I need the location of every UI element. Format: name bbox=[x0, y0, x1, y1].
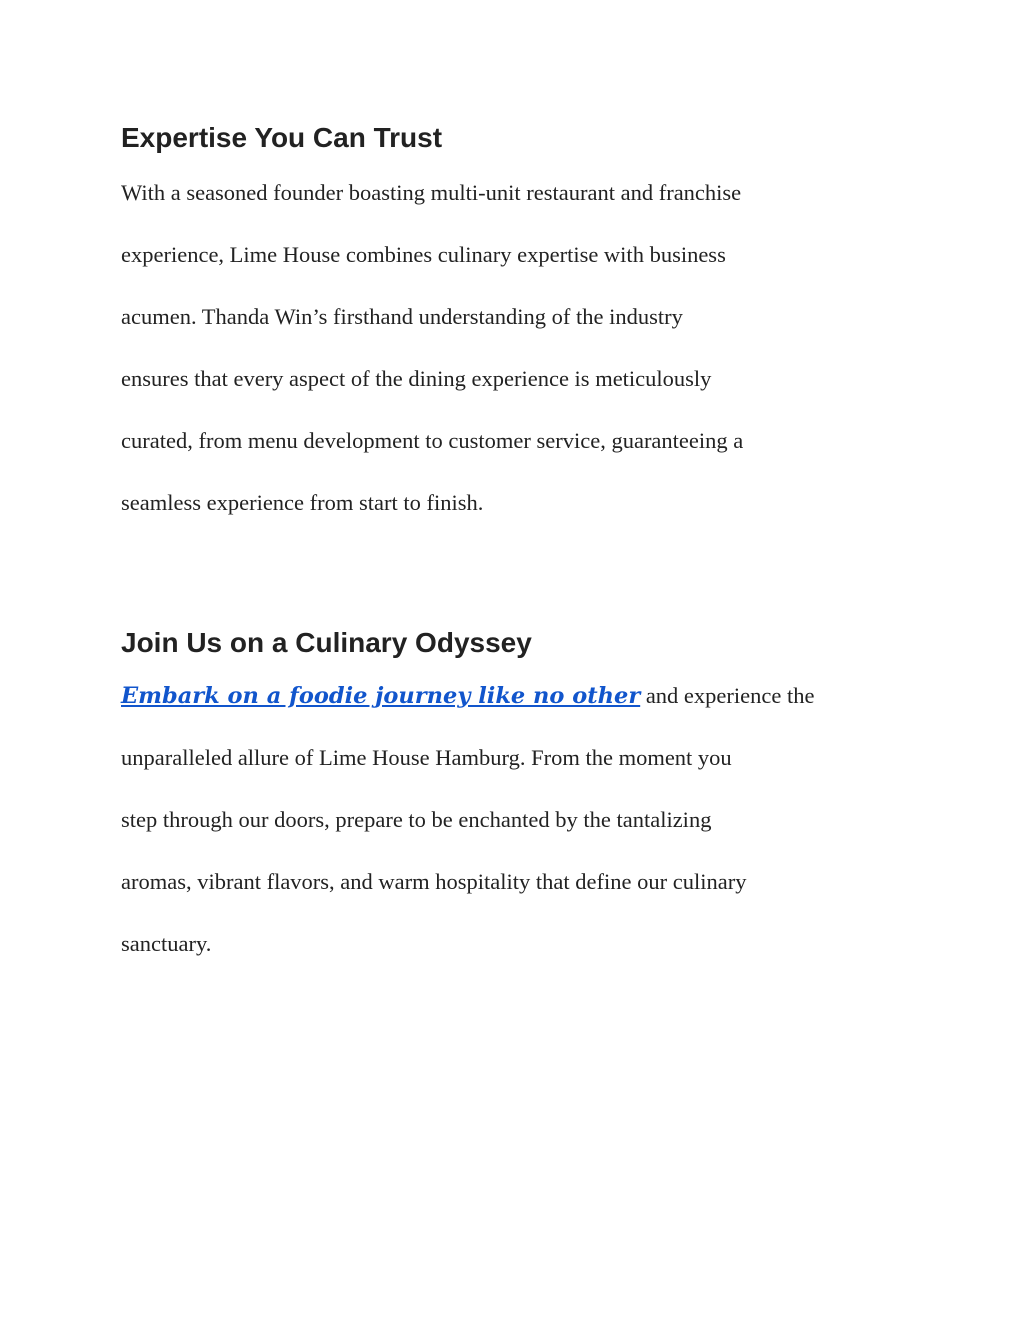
paragraph-line: acumen. Thanda Win’s firsthand understanding of the industry bbox=[121, 304, 683, 329]
section-heading-expertise: Expertise You Can Trust bbox=[121, 122, 443, 153]
expertise-paragraph bbox=[121, 162, 911, 534]
paragraph-first-line bbox=[121, 665, 911, 727]
expertise-section bbox=[121, 118, 911, 534]
odyssey-paragraph bbox=[121, 665, 911, 975]
foodie-journey-link[interactable]: Embark on a foodie journey like no other bbox=[121, 683, 641, 709]
paragraph-line: ensures that every aspect of the dining experience is meticulously bbox=[121, 366, 712, 391]
paragraph-line-text: and experience the bbox=[640, 683, 815, 708]
paragraph-line: unparalleled allure of Lime House Hamburg. From the moment you bbox=[121, 745, 732, 770]
section-heading-odyssey: Join Us on a Culinary Odyssey bbox=[121, 627, 532, 658]
paragraph-line: step through our doors, prepare to be enchanted by the tantalizing bbox=[121, 807, 712, 832]
odyssey-section bbox=[121, 623, 911, 975]
paragraph-line: sanctuary. bbox=[121, 931, 212, 956]
paragraph-line: seamless experience from start to finish. bbox=[121, 490, 484, 515]
paragraph-line: With a seasoned founder boasting multi-unit restaurant and franchise bbox=[121, 180, 742, 205]
paragraph-line: aromas, vibrant flavors, and warm hospitality that define our culinary bbox=[121, 869, 747, 894]
paragraph-line: curated, from menu development to customer service, guaranteeing a bbox=[121, 428, 744, 453]
paragraph-line: experience, Lime House combines culinary expertise with business bbox=[121, 242, 726, 267]
